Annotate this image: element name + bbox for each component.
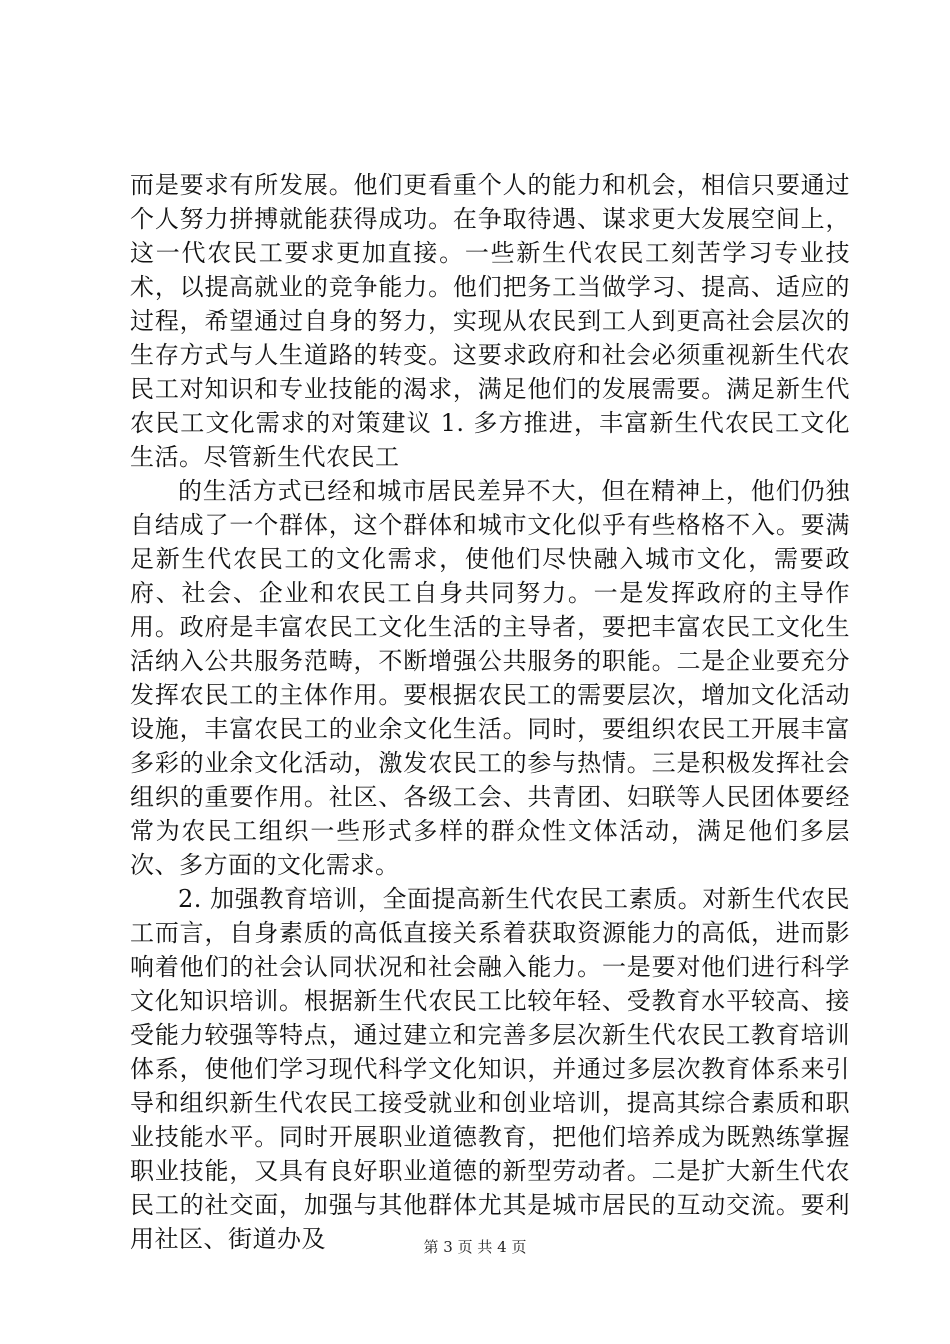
page-footer: 第 3 页 共 4 页 xyxy=(423,1238,527,1256)
paragraph-1: 而是要求有所发展。他们更看重个人的能力和机会，相信只要通过个人努力拼搏就能获得成功。在争取待遇、谋求更大发展空间上，这一代农民工要求更加直接。一些新生代农民工刻苦学习专业技术，以提高就业的竞争能力。他们把务工当做学习、提高、适应的过程，希望通过自身的努力，实现从农民到工人到更高社会层次的生存方式与人生道路的转变。这要求政府和社会必须重视新生代农民工对知识和专业技能的渴求，满足他们的发展需要。满足新生代农民工文化需求的对策建议 1. 多方推进，丰富新生代农民工文化生活。尽管新生代农民工 xyxy=(130,171,850,471)
paragraph-2: 的生活方式已经和城市居民差异不大，但在精神上，他们仍独自结成了一个群体，这个群体和城市文化似乎有些格格不入。要满足新生代农民工的文化需求，使他们尽快融入城市文化，需要政府、社会、企业和农民工自身共同努力。一是发挥政府的主导作用。政府是丰富农民工文化生活的主导者，要把丰富农民工文化生活纳入公共服务范畴，不断增强公共服务的职能。二是企业要充分发挥农民工的主体作用。要根据农民工的需要层次，增加文化活动设施，丰富农民工的业余文化生活。同时，要组织农民工开展丰富多彩的业余文化活动，激发农民工的参与热情。三是积极发挥社会组织的重要作用。社区、各级工会、共青团、妇联等人民团体要经常为农民工组织一些形式多样的群众性文体活动，满足他们多层次、多方面的文化需求。 xyxy=(130,477,850,879)
document-body xyxy=(130,168,850,1256)
paragraph-3: 2. 加强教育培训，全面提高新生代农民工素质。对新生代农民工而言，自身素质的高低直接关系着获取资源能力的高低，进而影响着他们的社会认同状况和社会融入能力。一是要对他们进行科学文化知识培训。根据新生代农民工比较年轻、受教育水平较高、接受能力较强等特点，通过建立和完善多层次新生代农民工教育培训体系，使他们学习现代科学文化知识，并通过多层次教育体系来引导和组织新生代农民工接受就业和创业培训，提高其综合素质和职业技能水平。同时开展职业道德教育，把他们培养成为既熟练掌握职业技能，又具有良好职业道德的新型劳动者。二是扩大新生代农民工的社交面，加强与其他群体尤其是城市居民的互动交流。要利用社区、街道办及 xyxy=(130,885,850,1253)
